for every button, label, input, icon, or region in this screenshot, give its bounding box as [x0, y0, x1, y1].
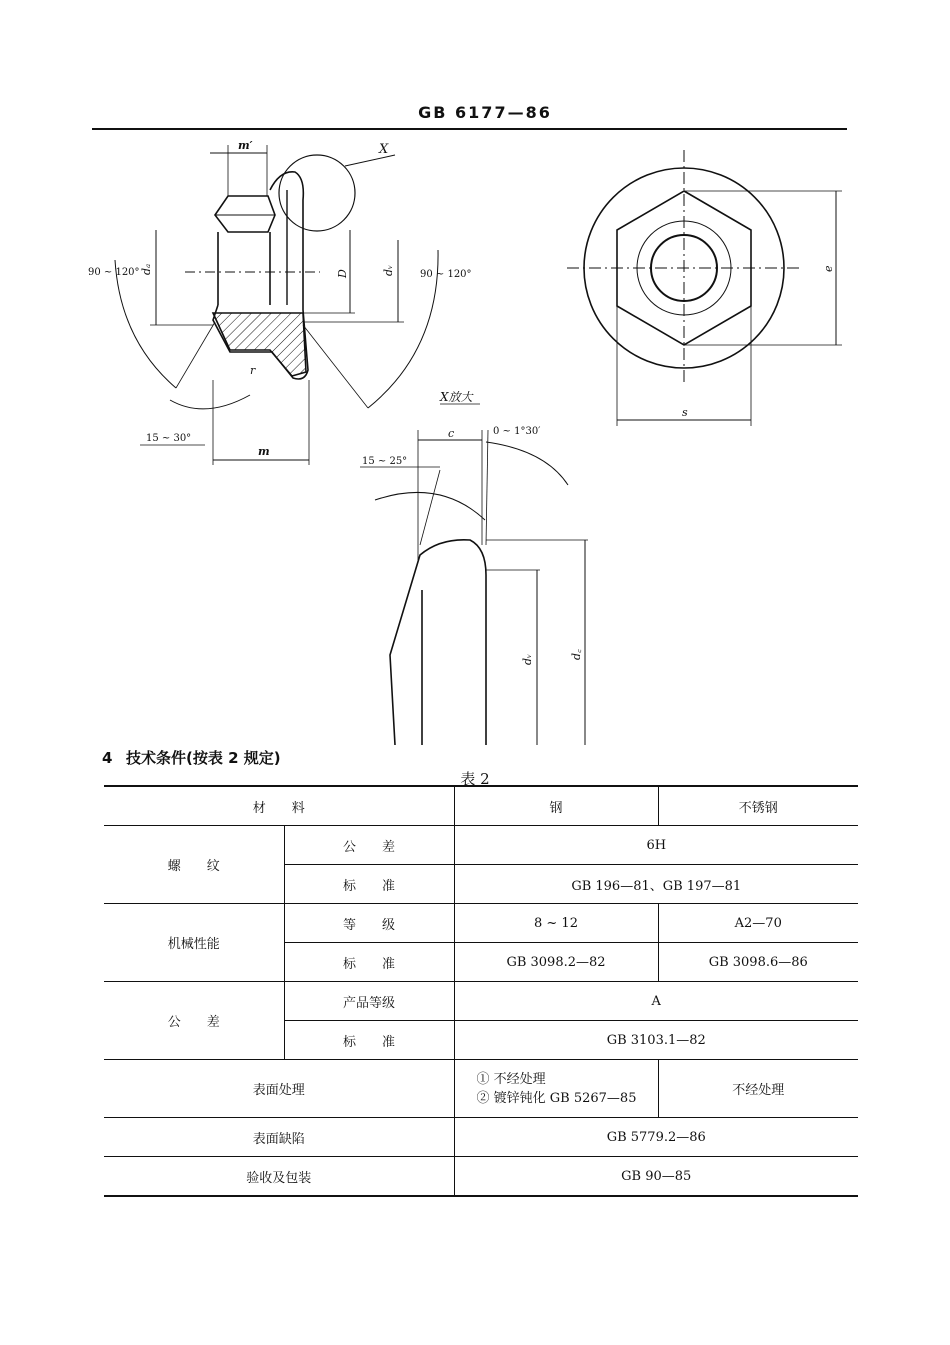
label-x-callout: X	[379, 142, 389, 157]
nut-hex-outline	[215, 196, 275, 232]
acceptance-label: 验收及包装	[104, 1157, 454, 1197]
surface-treatment-steel-line2: ② 镀锌钝化 GB 5267—85	[476, 1090, 637, 1106]
surface-treatment-label: 表面处理	[104, 1060, 454, 1118]
section-number: 4	[102, 749, 113, 767]
tolerance-standard-value: GB 3103.1—82	[454, 1021, 858, 1060]
label-r: r	[250, 364, 256, 377]
label-dc: d꜀	[570, 649, 583, 660]
tolerance-grade-label: 产品等级	[284, 982, 454, 1021]
surface-defects-label: 表面缺陷	[104, 1118, 454, 1157]
table-row	[104, 982, 858, 1021]
thread-standard-label: 标 准	[284, 865, 454, 904]
label-angle-0-130: 0 ~ 1°30′	[493, 426, 541, 437]
mechanical-standard-stainless: GB 3098.6—86	[658, 943, 858, 982]
label-c: c	[448, 427, 455, 440]
mechanical-standard-steel: GB 3098.2—82	[454, 943, 658, 982]
table-row	[104, 786, 858, 826]
mechanical-grade-steel: 8 ~ 12	[454, 904, 658, 943]
label-D: D	[336, 269, 349, 278]
surface-treatment-steel-line1: ① 不经处理	[476, 1071, 546, 1087]
tolerance-label: 公 差	[104, 982, 284, 1060]
detail-flange	[390, 540, 486, 745]
page-header: GB 6177—86	[418, 103, 552, 122]
section-heading	[102, 747, 281, 768]
technical-conditions-table	[104, 785, 858, 1197]
tolerance-grade-value: A	[454, 982, 858, 1021]
table-row	[104, 904, 858, 943]
mechanical-grade-label: 等 级	[284, 904, 454, 943]
label-da: dₐ	[140, 263, 153, 275]
label-s: s	[682, 406, 688, 419]
table-row	[104, 1157, 858, 1197]
label-m-prime: m′	[238, 139, 253, 152]
table-row	[104, 826, 858, 865]
label-dw-main: dᵥ	[382, 264, 395, 276]
label-dw-detail: dᵥ	[521, 653, 534, 665]
label-detail-title: X放大	[440, 390, 473, 404]
section-hatch	[213, 313, 306, 376]
acceptance-value: GB 90—85	[454, 1157, 858, 1197]
header-stainless: 不锈钢	[658, 786, 858, 826]
thread-tolerance-label: 公 差	[284, 826, 454, 865]
label-angle-15-30: 15 ~ 30°	[146, 433, 192, 444]
surface-defects-value: GB 5779.2—86	[454, 1118, 858, 1157]
thread-standard-value: GB 196—81、GB 197—81	[454, 865, 858, 904]
mechanical-standard-label: 标 准	[284, 943, 454, 982]
section-title: 技术条件(按表 2 规定)	[126, 749, 281, 767]
surface-treatment-steel	[454, 1060, 658, 1118]
table-row	[104, 1118, 858, 1157]
mechanical-grade-stainless: A2—70	[658, 904, 858, 943]
table-caption: 表 2	[460, 770, 490, 788]
label-m: m	[258, 445, 270, 458]
nut-section-view	[115, 145, 438, 465]
label-angle-15-25: 15 ~ 25°	[362, 456, 408, 467]
label-e: e	[822, 265, 835, 272]
thread-tolerance-value: 6H	[454, 826, 858, 865]
header-material: 材 料	[104, 786, 454, 826]
tolerance-standard-label: 标 准	[284, 1021, 454, 1060]
surface-treatment-stainless: 不经处理	[658, 1060, 858, 1118]
table-row	[104, 1060, 858, 1118]
nut-top-view	[567, 150, 842, 426]
mechanical-label: 机械性能	[104, 904, 284, 982]
label-angle-right: 90 ~ 120°	[420, 269, 472, 280]
label-angle-left: 90 ~ 120°	[88, 267, 140, 278]
header-steel: 钢	[454, 786, 658, 826]
thread-label: 螺 纹	[104, 826, 284, 904]
